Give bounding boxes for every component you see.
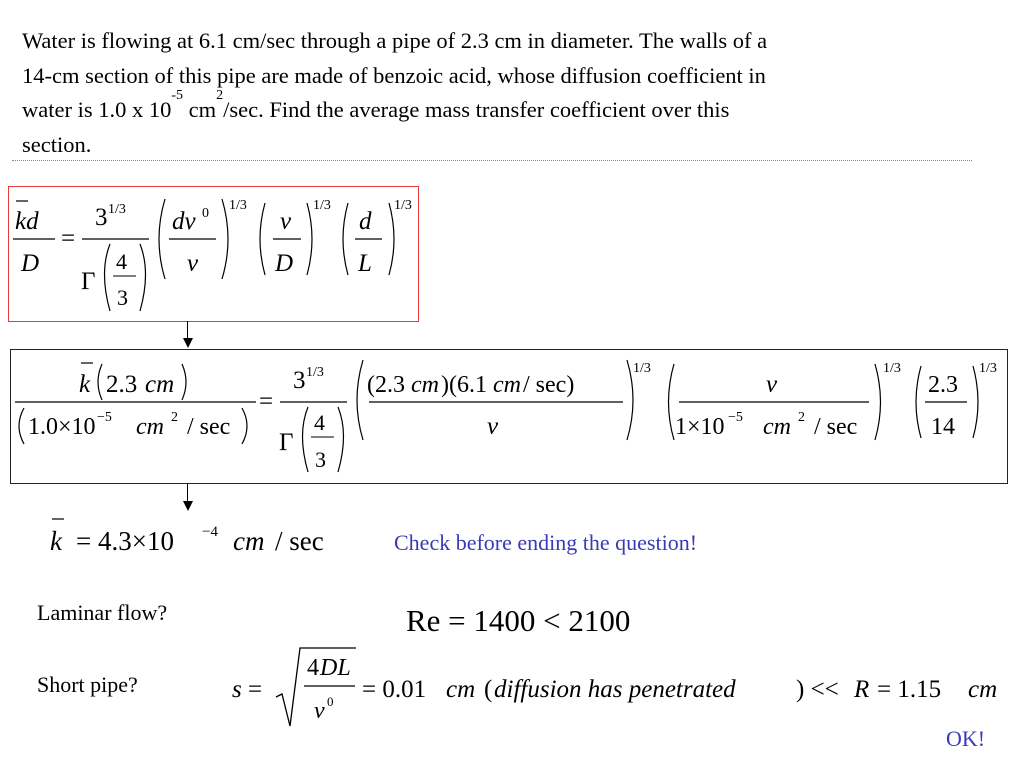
svg-text:D: D [275,250,294,277]
svg-text:cm: cm [233,526,265,556]
svg-text:L: L [358,250,372,277]
svg-text:k: k [50,526,62,556]
svg-text:cm: cm [493,372,521,398]
svg-text:14: 14 [931,414,955,440]
svg-text:2.3: 2.3 [928,372,958,398]
problem-line-2: 14-cm section of this pipe are made of benzoic acid, whose diffusion coefficient in [22,62,766,88]
svg-text:3: 3 [315,447,326,472]
svg-text:R: R [854,676,870,703]
svg-text:= 0.01: = 0.01 [362,676,427,703]
svg-text:2: 2 [798,410,805,425]
reynolds-equation [400,598,680,642]
general-equation [9,187,418,321]
svg-text:/ sec: / sec [275,526,324,556]
svg-text:(2.3: (2.3 [367,372,405,398]
svg-text:−5: −5 [728,410,743,425]
svg-text:s: s [232,676,242,703]
numeric-equation [11,350,1007,483]
svg-text:Re = 1400 < 2100: Re = 1400 < 2100 [406,603,631,638]
svg-text:ν: ν [766,371,778,398]
svg-text:ν: ν [487,413,499,440]
svg-text:kd: kd [15,208,39,235]
svg-text:/ sec: / sec [187,414,231,440]
check-note: Check before ending the question! [394,530,698,555]
svg-text:4: 4 [307,655,319,681]
svg-text:)(6.1: )(6.1 [441,372,487,398]
svg-text:/ sec: / sec [814,414,858,440]
ok-note: OK! [946,726,986,751]
svg-text:=: = [61,225,76,252]
svg-text:v: v [314,698,325,724]
result-equation [40,512,360,562]
svg-text:ν: ν [187,250,199,277]
svg-text:(: ( [484,676,493,703]
svg-text:cm: cm [968,676,998,703]
svg-text:1/3: 1/3 [883,361,901,376]
svg-text:2.3: 2.3 [106,371,138,398]
svg-text:3: 3 [117,285,128,310]
svg-text:1/3: 1/3 [306,365,324,380]
problem-line-1: Water is flowing at 6.1 cm/sec through a pipe of 2.3 cm in diameter. The walls of a [22,28,768,53]
arrow-head-2 [183,501,193,511]
laminar-flow-label: Laminar flow? [37,600,168,625]
svg-text:2: 2 [171,410,178,425]
svg-text:3: 3 [293,367,306,394]
svg-text:1/3: 1/3 [394,198,412,213]
svg-text:1/3: 1/3 [108,202,126,217]
svg-text:1.0×10: 1.0×10 [28,414,96,440]
svg-text:= 1.15: = 1.15 [877,676,942,703]
svg-text:1/3: 1/3 [229,198,247,213]
svg-text:cm: cm [145,371,175,398]
problem-line-3: water is 1.0 x $10^{-5}$ $cm^2/\sec$. Find the average mass transfer coefficient over this [22,88,730,122]
svg-text:= 4.3×10: = 4.3×10 [76,526,174,556]
svg-text:cm: cm [411,372,439,398]
svg-text:1×10: 1×10 [675,414,725,440]
svg-text:dv: dv [172,208,196,235]
svg-text:1/3: 1/3 [313,198,331,213]
svg-text:0: 0 [327,694,334,709]
svg-text:0: 0 [202,206,209,221]
svg-text:cm: cm [763,414,791,440]
numeric-equation-box [10,349,1008,484]
arrow-down-1 [187,321,188,339]
svg-text:diffusion has penetrated: diffusion has penetrated [494,676,736,703]
svg-text:4: 4 [314,410,325,435]
svg-text:Γ: Γ [279,429,294,456]
svg-text:−4: −4 [202,524,218,540]
svg-text:cm: cm [136,414,164,440]
svg-text:=: = [248,676,263,703]
arrow-head-1 [183,338,193,348]
svg-text:k: k [79,371,91,398]
svg-text:DL: DL [320,655,351,681]
short-pipe-label: Short pipe? [37,672,138,697]
arrow-down-2 [187,484,188,502]
svg-text:d: d [359,208,372,235]
svg-text:Γ: Γ [81,268,96,295]
svg-text:ν: ν [280,208,292,235]
svg-text:/ sec): / sec) [523,372,575,398]
penetration-equation [228,642,1018,732]
general-equation-box [8,186,419,322]
svg-text:1/3: 1/3 [979,361,997,376]
svg-text:−5: −5 [97,410,112,425]
separator-line [12,160,972,161]
svg-text:4: 4 [116,249,127,274]
problem-line-4: section. [22,131,92,157]
svg-text:1/3: 1/3 [633,361,651,376]
svg-text:=: = [259,388,274,415]
svg-text:) <<: ) << [796,676,839,703]
svg-text:D: D [21,250,40,277]
problem-statement [22,24,982,162]
svg-text:cm: cm [446,676,476,703]
svg-text:3: 3 [95,204,108,231]
